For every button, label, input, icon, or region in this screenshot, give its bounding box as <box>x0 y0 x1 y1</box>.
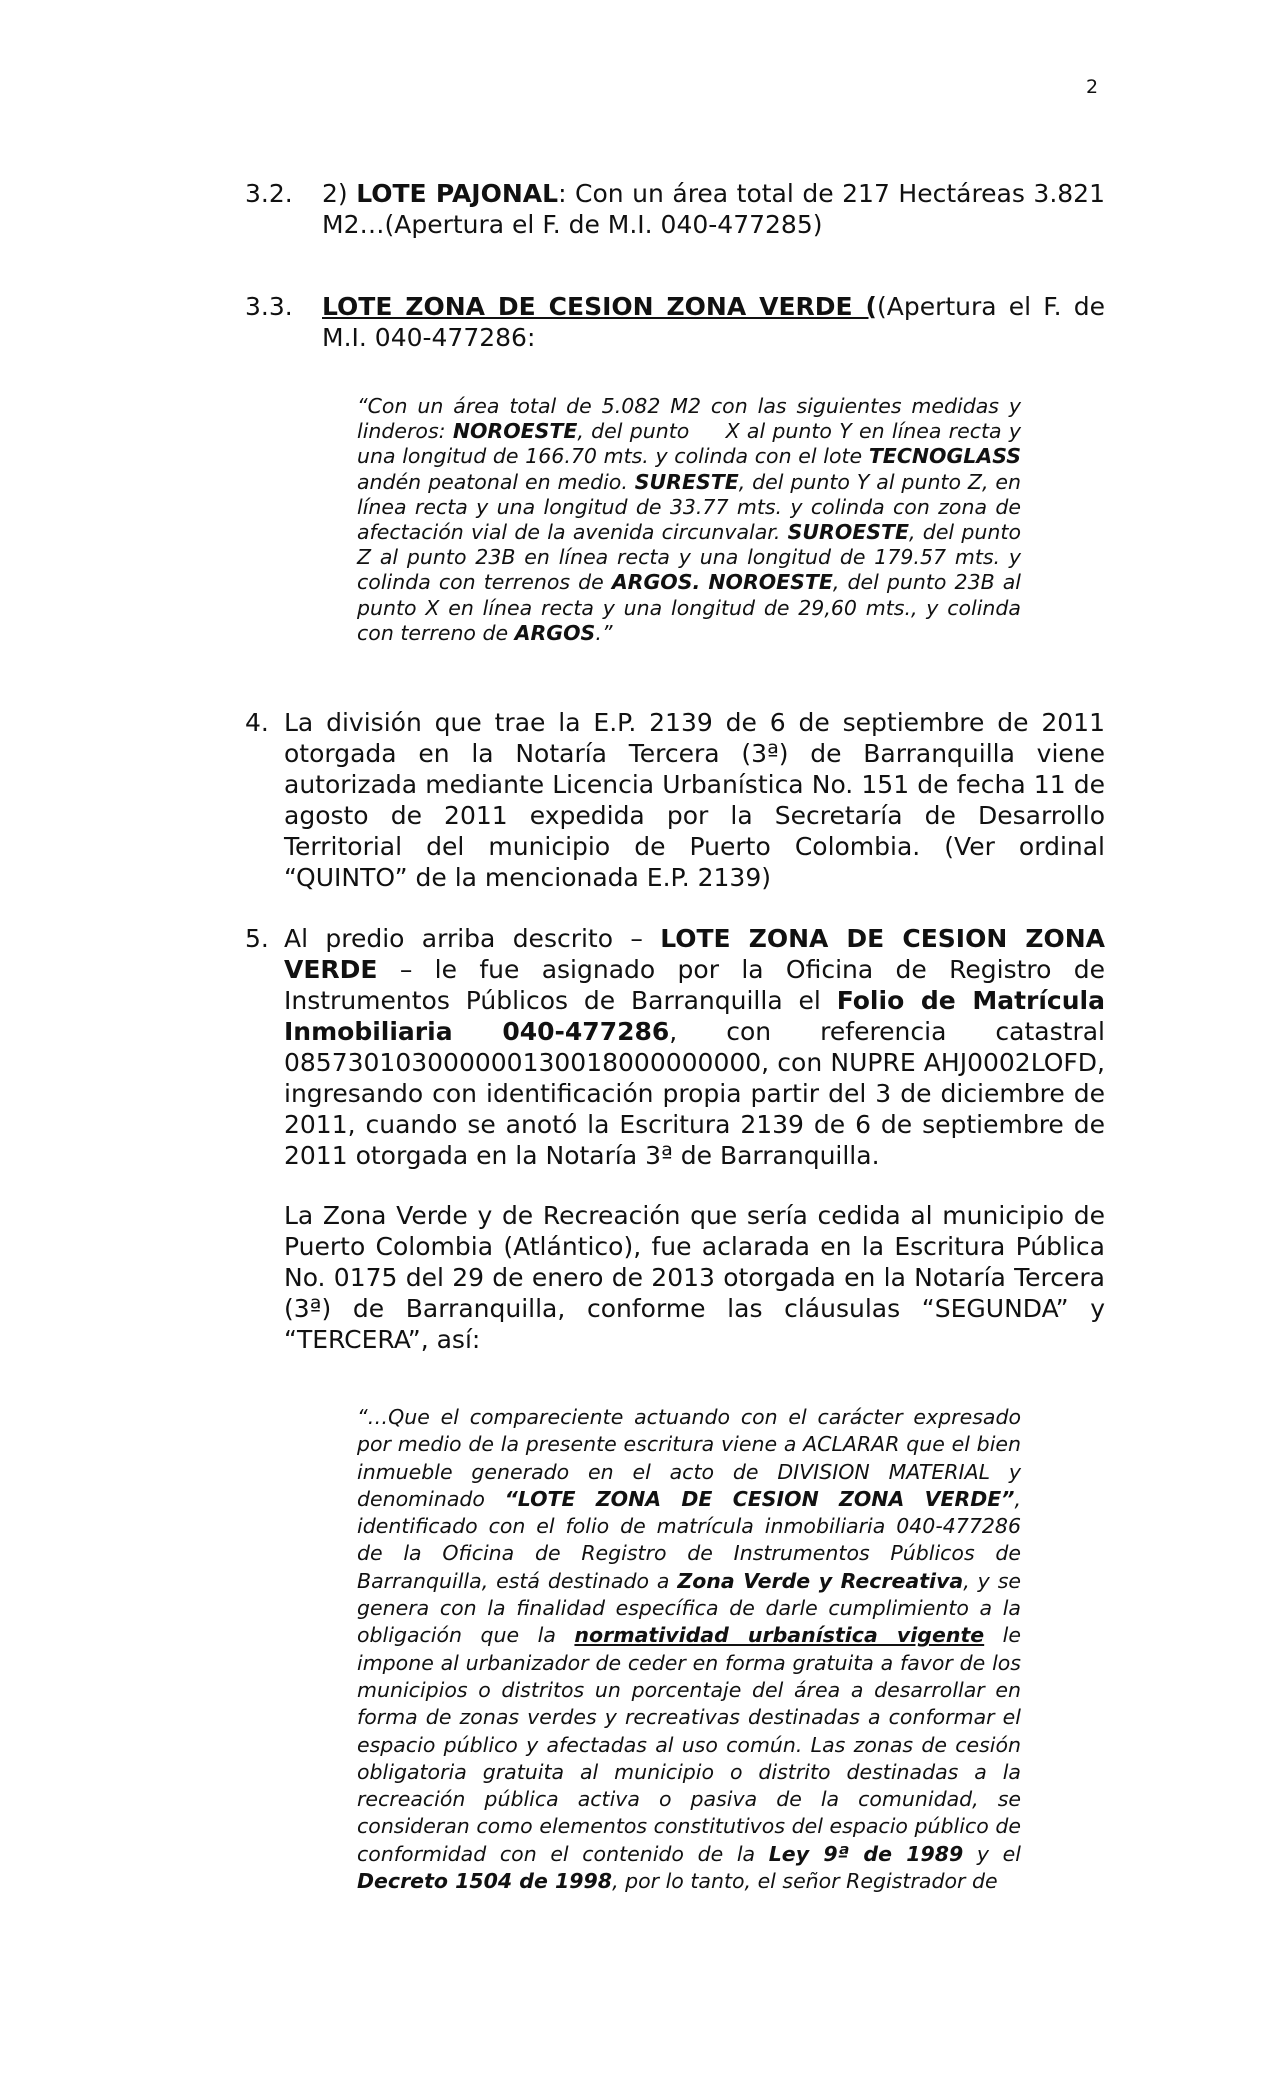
quote1-text-3: andén peatonal en medio. <box>357 469 635 494</box>
linderos-quote <box>357 394 1028 646</box>
quote2-text-1: “…Que el compareciente actuando con el carácter expresado por medio de la presente escritura viene a ACLARAR que el bien inmueble generado en el acto de DIVISION MATERIAL y denominado <box>357 1405 1021 1511</box>
section-3-2-text: : Con un área total de 217 Hectáreas 3.821 M2…(Apertura el F. de M.I. 040-477285) <box>322 179 1105 239</box>
section-5-lote-title: LOTE ZONA DE CESION ZONA VERDE <box>284 924 1105 984</box>
quote2-text-2: , identificado con el folio de matrícula inmobiliaria 040-477286 de la Oficina de Registro de Instrumentos Públicos de Barranquilla, está destinado a <box>357 1486 1021 1593</box>
quote1-text-7: , del punto 23B al punto X en línea recta y una longitud de 29,60 mts., y colinda con terreno de <box>357 570 1022 645</box>
section-number-4: 4. <box>245 708 269 737</box>
quote1-argos-2: ARGOS <box>514 620 596 645</box>
page-number: 2 <box>1086 76 1099 98</box>
quote1-tecnoglass: TECNOGLASS <box>868 444 1021 469</box>
quote2-text-5: y el <box>963 1841 1021 1866</box>
section-3-2-paragraph <box>322 178 1105 240</box>
quote1-noroeste-2: NOROESTE <box>708 570 833 595</box>
quote1-text-1: “Con un área total de 5.082 M2 con las siguientes medidas y linderos: <box>357 394 1021 444</box>
quote1-text-5: , del punto Z al punto 23B en línea recta y una longitud de 179.57 mts. y colinda con terrenos de <box>357 520 1021 595</box>
quote1-suroeste: SUROESTE <box>787 520 910 545</box>
quote2-normatividad: normatividad urbanística vigente <box>574 1623 985 1648</box>
quote1-text-8: .” <box>595 620 613 645</box>
quote2-zona-verde: Zona Verde y Recreativa <box>677 1568 964 1593</box>
quote2-lote-title: “LOTE ZONA DE CESION ZONA VERDE” <box>504 1486 1015 1511</box>
section-5-text-3: , con referencia catastral 085730103000000130018000000000, con NUPRE AHJ0002LOFD, ingresando con identificación propia partir del 3 de diciembre de 2011, cuando se anotó la Escritura 2139 de 6 de septiembre de 2011 otorgada en la Notaría 3ª de Barranquilla. <box>284 1017 1105 1170</box>
lote-pajonal-title: LOTE PAJONAL <box>356 179 559 208</box>
section-4-paragraph: La división que trae la E.P. 2139 de 6 de septiembre de 2011 otorgada en la Notaría Tercera (3ª) de Barranquilla viene autorizada mediante Licencia Urbanística No. 151 de fecha 11 de agosto de 2011 expedida por la Secretaría de Desarrollo Territorial del municipio de Puerto Colombia. (Ver ordinal “QUINTO” de la mencionada E.P. 2139) <box>284 708 1105 892</box>
section-3-2-prefix: 2) <box>322 179 357 208</box>
section-3-3-text: (Apertura el F. de M.I. 040-477286: <box>322 292 1105 352</box>
section-5-text-2: – le fue asignado por la Oficina de Registro de Instrumentos Públicos de Barranquilla el <box>284 955 1105 1015</box>
section-number-3-2: 3.2. <box>245 179 293 208</box>
section-5-text-1: Al predio arriba descrito – <box>284 924 661 953</box>
quote1-argos-1: ARGOS. <box>611 570 701 595</box>
section-number-5: 5. <box>245 924 269 953</box>
zona-verde-paragraph: La Zona Verde y de Recreación que sería cedida al municipio de Puerto Colombia (Atlántico), fue aclarada en la Escritura Pública No. 0175 del 29 de enero de 2013 otorgada en la Notaría Tercera (3ª) de Barranquilla, conforme las cláusulas “SEGUNDA” y “TERCERA”, así: <box>284 1201 1105 1354</box>
quote2-text-6: , por lo tanto, el señor Registrador de <box>612 1869 998 1894</box>
lote-zona-cesion-title: LOTE ZONA DE CESION ZONA VERDE ( <box>322 292 877 321</box>
quote2-ley: Ley 9ª de 1989 <box>768 1841 964 1866</box>
quote1-text-2: , del punto X al punto Y en línea recta y una longitud de 166.70 mts. y colinda con el lote <box>357 419 1028 469</box>
quote2-text-3: , y se genera con la finalidad específica de darle cumplimiento a la obligación que la <box>357 1568 1021 1648</box>
section-3-3-paragraph <box>322 291 1105 353</box>
quote1-noroeste: NOROESTE <box>452 419 578 444</box>
quote2-text-4: le impone al urbanizador de ceder en forma gratuita a favor de los municipios o distritos un porcentaje del área a desarrollar en forma de zonas verdes y recreativas destinadas a conformar el espacio público y afectadas al uso común. Las zonas de cesión obligatoria gratuita al municipio o distrito destinadas a la recreación pública activa o pasiva de la comunidad, se consideran como elementos constitutivos del espacio público de conformidad con el contenido de la <box>357 1623 1021 1866</box>
section-5-paragraph <box>284 923 1105 1171</box>
escritura-quote <box>357 1404 1021 1895</box>
section-5-folio: Folio de Matrícula Inmobiliaria 040-477286 <box>284 986 1105 1046</box>
quote1-text-4: , del punto Y al punto Z, en línea recta y una longitud de 33.77 mts. y colinda con zona de afectación vial de la avenida circunvalar. <box>357 469 1021 545</box>
quote2-decreto: Decreto 1504 de 1998 <box>357 1869 613 1894</box>
section-number-3-3: 3.3. <box>245 292 293 321</box>
quote1-sureste: SURESTE <box>634 469 739 494</box>
